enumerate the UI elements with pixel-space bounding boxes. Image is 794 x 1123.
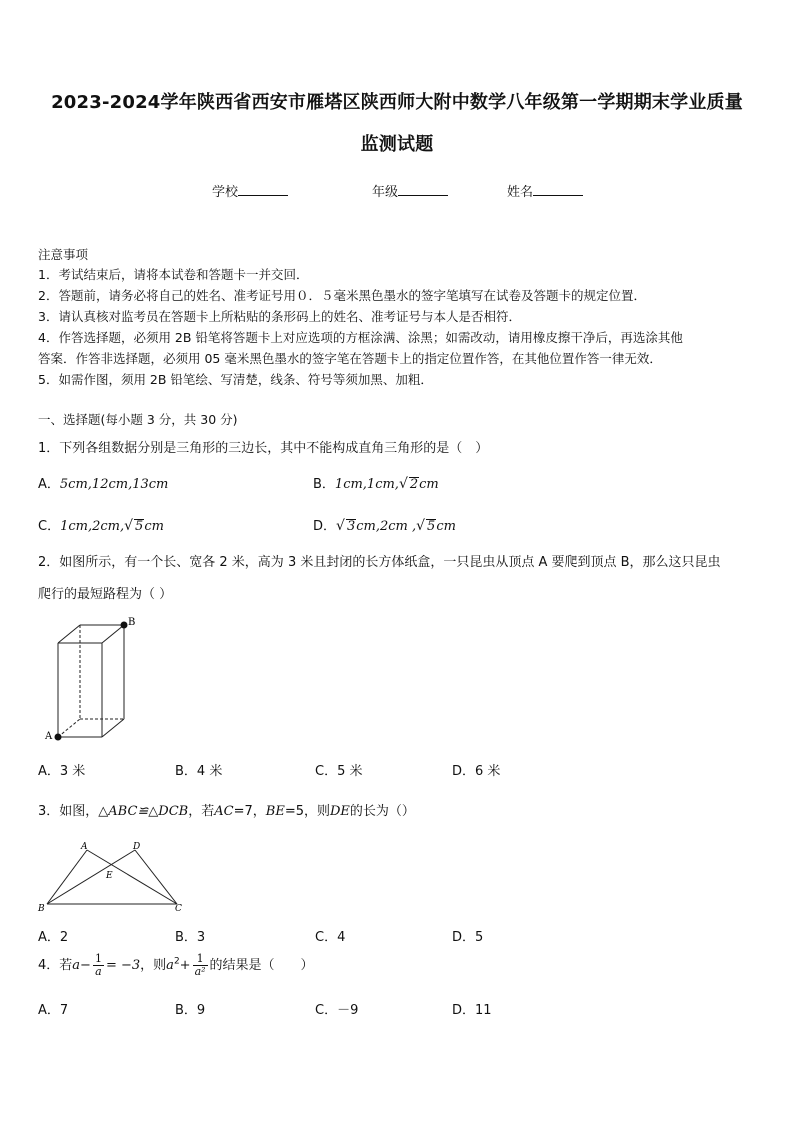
school-field[interactable] <box>212 181 288 200</box>
q3-stem: 3．如图，△ABC≌△DCB，若AC=7，BE=5，则DE的长为（） <box>38 804 415 819</box>
name-field[interactable] <box>507 181 583 200</box>
notice-item-4: 4．作答选择题，必须用 2B 铅笔将答题卡上对应选项的方框涂满、涂黑；如需改动，请用橡皮擦干净后，再选涂其他 <box>38 330 683 345</box>
grade-field[interactable] <box>372 181 448 200</box>
name-label: 姓名 <box>507 185 534 200</box>
q3-option-a[interactable]: A．2 <box>38 930 69 945</box>
q4-option-b[interactable]: B．9 <box>175 1003 206 1018</box>
q2-option-a[interactable]: A．3 米 <box>38 764 86 779</box>
notice-item-3: 3．请认真核对监考员在答题卡上所粘贴的条形码上的姓名、准考证号与本人是否相符． <box>38 309 521 324</box>
q1-stem: 1．下列各组数据分别是三角形的三边长，其中不能构成直角三角形的是（ ） <box>38 441 489 456</box>
page-title-line-2: 监测试题 <box>360 134 434 155</box>
q3-option-c[interactable]: C．4 <box>315 930 346 945</box>
name-blank[interactable] <box>533 183 583 196</box>
grade-blank[interactable] <box>398 183 448 196</box>
q3-option-b[interactable]: B．3 <box>175 930 206 945</box>
vertex-b-dot <box>121 622 128 629</box>
q3-triangle-figure <box>35 838 195 918</box>
q4-option-d[interactable]: D．11 <box>452 1003 492 1018</box>
notice-item-5: 5．如需作图，须用 2B 铅笔绘、写清楚，线条、符号等须加黑、加粗． <box>38 372 433 387</box>
grade-label: 年级 <box>372 185 399 200</box>
fig-label-a: A <box>81 842 88 852</box>
fig-label-c: C <box>175 904 182 914</box>
fig-label-b: B <box>38 904 45 914</box>
page-title-line-1: 2023-2024学年陕西省西安市雁塔区陕西师大附中数学八年级第一学期期末学业质量 <box>51 92 743 113</box>
fig-label-e: E <box>106 871 113 881</box>
fig-label-b: B <box>128 617 136 628</box>
section-heading: 一、选择题(每小题 3 分，共 30 分) <box>38 412 238 427</box>
fig-label-d: D <box>133 842 141 852</box>
q2-box-figure <box>40 615 150 745</box>
q3-option-d[interactable]: D．5 <box>452 930 484 945</box>
notice-heading: 注意事项 <box>38 247 89 262</box>
notice-item-2: 2．答题前，请务必将自己的姓名、准考证号用０．５毫米黑色墨水的签字笔填写在试卷及答题卡的规定位置． <box>38 288 646 303</box>
q4-option-c[interactable]: C．－9 <box>315 1003 359 1018</box>
q2-option-d[interactable]: D．6 米 <box>452 764 501 779</box>
q2-stem-line-1: 2．如图所示，有一个长、宽各 2 米，高为 3 米且封闭的长方体纸盒，一只昆虫从顶点 A 要爬到顶点 B，那么这只昆虫 <box>38 555 721 570</box>
school-label: 学校 <box>212 185 239 200</box>
q1-option-d[interactable]: D．√ 3cm,2cm ,√ 5cm <box>313 518 456 534</box>
vertex-a-dot <box>55 734 62 741</box>
q1-option-b[interactable]: B．1cm,1cm,√ 2cm <box>313 476 439 492</box>
notice-item-4-cont: 答案．作答非选择题，必须用 05 毫米黑色墨水的签字笔在答题卡上的指定位置作答，在其他位置作答一律无效． <box>38 351 662 366</box>
school-blank[interactable] <box>238 183 288 196</box>
notice-item-1: 1．考试结束后，请将本试卷和答题卡一并交回． <box>38 267 309 282</box>
q4-stem: 4．若a− $\frac{1}{a}$ = −3，则$a^2+$ $\frac{1}{\text{a²}}$ 的结果是（ ） <box>38 952 314 978</box>
q1-option-a[interactable]: A．5cm,12cm,13cm <box>38 477 169 492</box>
q2-stem-line-2: 爬行的最短路程为（ ） <box>38 587 173 602</box>
fig-label-a: A <box>45 731 53 742</box>
q2-option-c[interactable]: C．5 米 <box>315 764 363 779</box>
q2-option-b[interactable]: B．4 米 <box>175 764 223 779</box>
q4-option-a[interactable]: A．7 <box>38 1003 69 1018</box>
q1-option-c[interactable]: C．1cm,2cm,√ 5cm <box>38 518 164 534</box>
